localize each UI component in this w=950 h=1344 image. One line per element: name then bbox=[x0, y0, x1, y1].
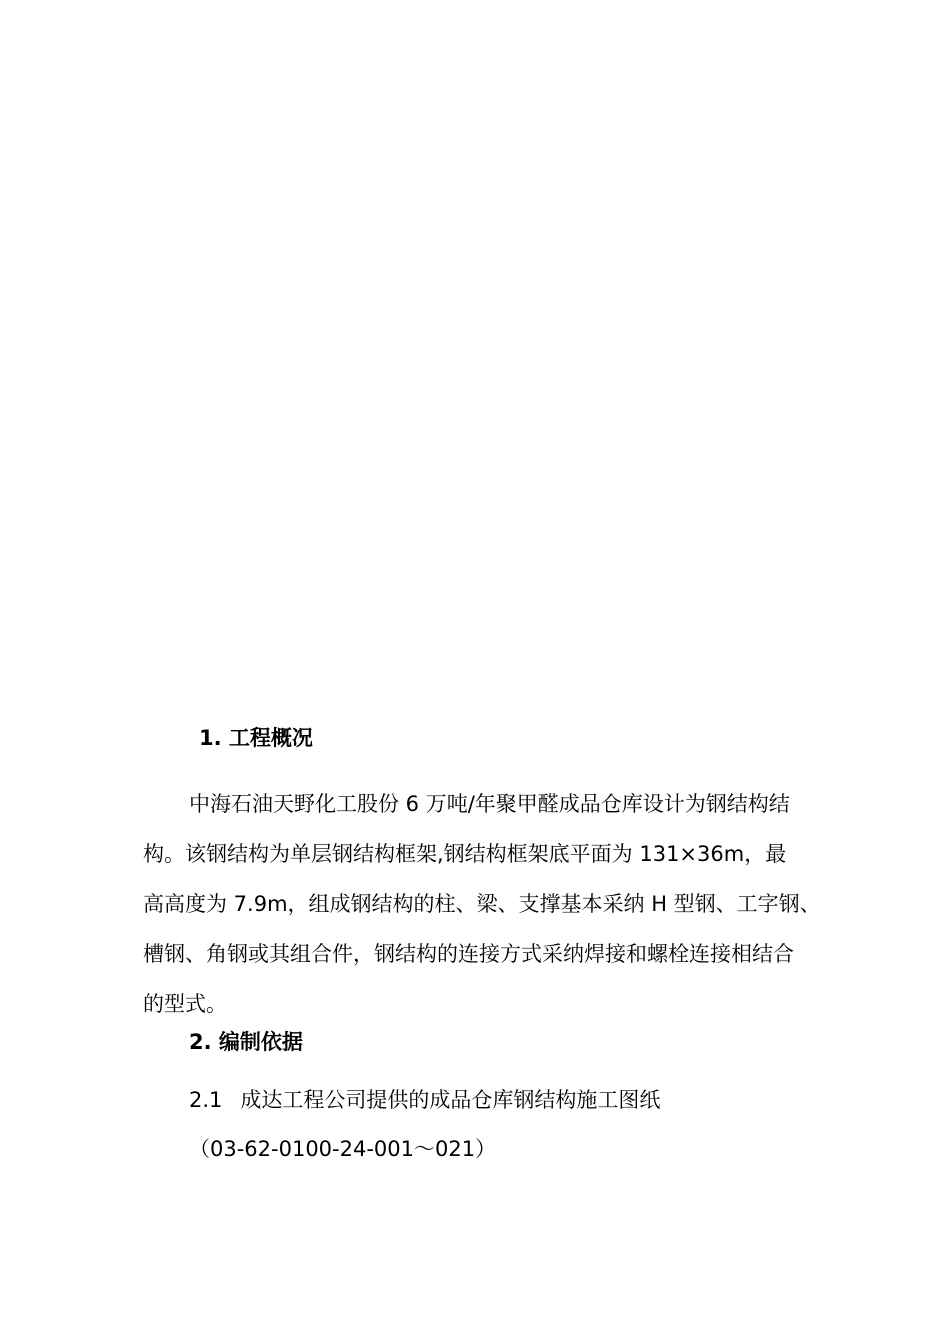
section-heading-overview: 1. 工程概况 bbox=[199, 726, 313, 750]
basis-item bbox=[189, 1086, 660, 1114]
paragraph-line: 中海石油天野化工股份 6 万吨/年聚甲醛成品仓库设计为钢结构结 bbox=[189, 792, 790, 816]
overview-paragraph bbox=[143, 779, 859, 1029]
basis-item-text: 成达工程公司提供的成品仓库钢结构施工图纸 bbox=[240, 1088, 661, 1112]
basis-drawing-reference: （03-62-0100-24-001～021） bbox=[189, 1137, 497, 1161]
basis-item-number: 2.1 bbox=[189, 1088, 223, 1112]
section-heading-basis: 2. 编制依据 bbox=[189, 1030, 303, 1054]
paragraph-line: 高高度为 7.9m，组成钢结构的柱、梁、支撑基本采纳 H 型钢、工字钢、 bbox=[143, 892, 821, 916]
paragraph-line: 的型式。 bbox=[143, 992, 227, 1016]
paragraph-line: 构。该钢结构为单层钢结构框架,钢结构框架底平面为 131×36m，最 bbox=[143, 842, 787, 866]
paragraph-line: 槽钢、角钢或其组合件，钢结构的连接方式采纳焊接和螺栓连接相结合 bbox=[143, 942, 794, 966]
